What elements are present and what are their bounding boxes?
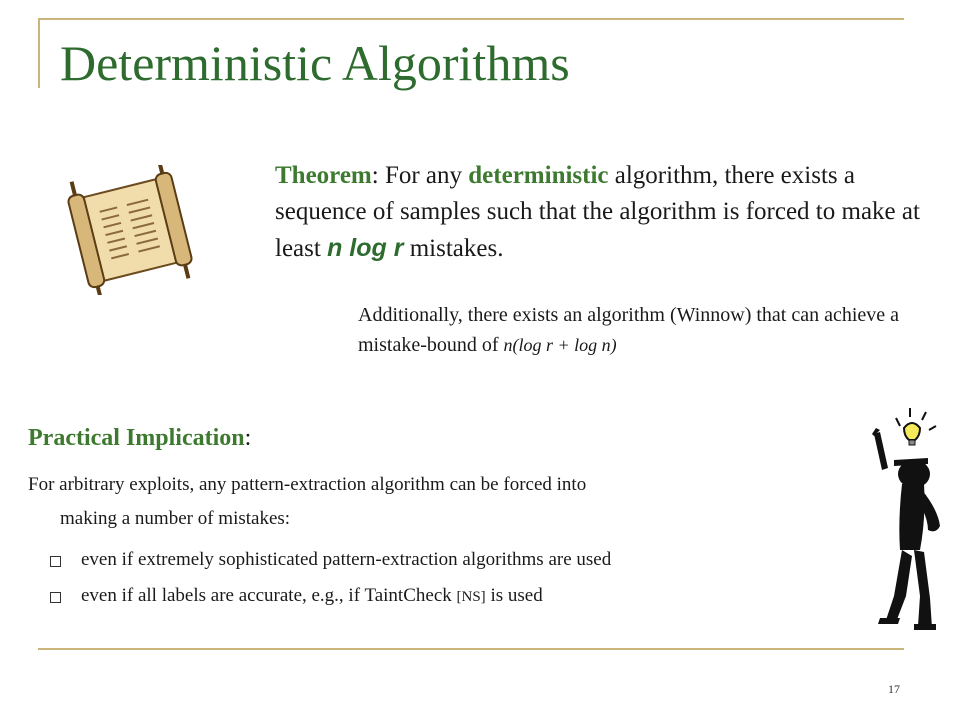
additional-formula: n(log r + log n) bbox=[503, 335, 617, 355]
theorem-label: Theorem bbox=[275, 162, 372, 189]
list-item bbox=[50, 578, 850, 615]
practical-intro-line2: making a number of mistakes: bbox=[60, 508, 291, 529]
bullet-text bbox=[81, 578, 543, 615]
practical-intro bbox=[28, 468, 818, 536]
theorem-formula: n log r bbox=[327, 234, 404, 262]
additional-text bbox=[358, 300, 938, 360]
practical-heading-text: Practical Implication bbox=[28, 425, 245, 451]
bottom-rule bbox=[38, 648, 904, 650]
practical-intro-line1: For arbitrary exploits, any pattern-extraction algorithm can be forced into bbox=[28, 474, 587, 495]
scroll-icon bbox=[65, 165, 195, 295]
left-rule bbox=[38, 18, 40, 88]
theorem-text-1: : For any bbox=[371, 162, 469, 189]
practical-heading-colon: : bbox=[244, 425, 252, 451]
square-bullet-icon bbox=[50, 556, 61, 567]
list-item bbox=[50, 542, 850, 578]
slide-title: Deterministic Algorithms bbox=[60, 35, 570, 91]
theorem-text-3: mistakes. bbox=[403, 235, 504, 262]
top-rule bbox=[38, 18, 904, 20]
theorem-emphasis: deterministic bbox=[468, 162, 609, 189]
practical-heading bbox=[28, 425, 251, 452]
theorem-text bbox=[275, 158, 935, 267]
lightbulb-thinker-icon bbox=[856, 400, 952, 640]
bullet-text-after: is used bbox=[485, 585, 543, 606]
bullet-text-before: even if all labels are accurate, e.g., if TaintCheck bbox=[81, 585, 457, 606]
square-bullet-icon bbox=[50, 592, 61, 603]
bullet-list bbox=[50, 542, 850, 615]
bullet-text: even if extremely sophisticated pattern-extraction algorithms are used bbox=[81, 549, 612, 570]
theorem-text-2: algorithm, there exists a sequence of samples such that the algorithm is forced to make at least bbox=[275, 162, 920, 262]
page-number: 17 bbox=[888, 682, 900, 696]
additional-body: Additionally, there exists an algorithm (Winnow) that can achieve a mistake-bound of bbox=[358, 304, 900, 356]
citation: [NS] bbox=[456, 589, 486, 605]
